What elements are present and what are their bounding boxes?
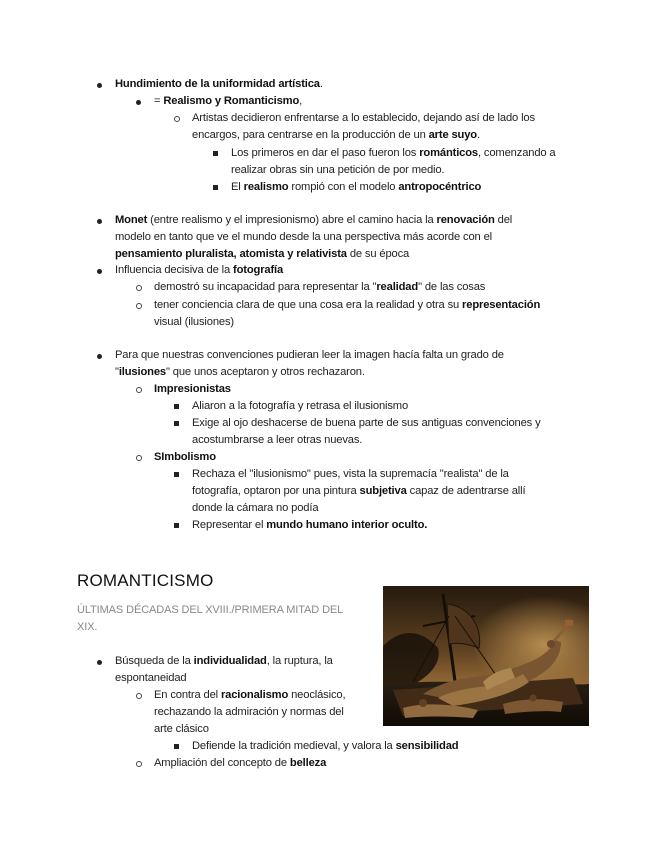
- bullet-square: [174, 523, 179, 528]
- text-line: En contra del racionalismo neoclásico,: [154, 689, 346, 701]
- text-line: acostumbrarse a leer otras nuevas.: [192, 434, 363, 446]
- text-line: visual (ilusiones): [154, 316, 234, 328]
- bullet-disc: [97, 354, 102, 359]
- text-line: Artistas decidieron enfrentarse a lo establecido, dejando así de lado los: [192, 112, 535, 124]
- text-line: espontaneidad: [115, 672, 187, 684]
- bullet-disc: [97, 660, 102, 665]
- bullet-disc: [97, 83, 102, 88]
- bullet-square: [174, 744, 179, 749]
- section-subtitle: XIX.: [77, 621, 98, 633]
- text-line: realizar obras sin una petición de por medio.: [231, 164, 445, 176]
- text-line: Representar el mundo humano interior oculto.: [192, 519, 428, 531]
- text-line: fotografía, optaron por una pintura subjetiva capaz de adentrarse allí: [192, 485, 526, 497]
- text-line: Aliaron a la fotografía y retrasa el ilusionismo: [192, 400, 409, 412]
- bullet-circle: [174, 116, 180, 122]
- text-line: SImbolismo: [154, 451, 216, 463]
- text-line: pensamiento pluralista, atomista y relativista de su época: [115, 248, 410, 260]
- bullet-circle: [136, 303, 142, 309]
- bullet-circle: [136, 693, 142, 699]
- text-line: tener conciencia clara de que una cosa era la realidad y otra su representación: [154, 299, 541, 311]
- section-heading: ROMANTICISMO: [77, 571, 214, 590]
- bullet-square: [213, 151, 218, 156]
- bullet-square: [174, 404, 179, 409]
- text-line: Ampliación del concepto de belleza: [154, 757, 327, 769]
- text-line: demostró su incapacidad para representar la "realidad" de las cosas: [154, 281, 486, 293]
- text-line: Exige al ojo deshacerse de buena parte de sus antiguas convenciones y: [192, 417, 541, 429]
- text-line: arte clásico: [154, 723, 209, 735]
- text-line: rechazando la admiración y normas del: [154, 706, 344, 718]
- painting-image: [383, 586, 589, 726]
- bullet-disc: [97, 219, 102, 224]
- text-line: encargos, para centrarse en la producción de un arte suyo.: [192, 129, 480, 141]
- text-line: Monet (entre realismo y el impresionismo) abre el camino hacia la renovación del: [115, 214, 513, 226]
- text-line: modelo en tanto que ve el mundo desde la una perspectiva más acorde con el: [115, 231, 492, 243]
- bullet-square: [174, 472, 179, 477]
- bullet-disc: [136, 100, 141, 105]
- bullet-square: [213, 185, 218, 190]
- bullet-circle: [136, 455, 142, 461]
- bullet-circle: [136, 387, 142, 393]
- bullet-square: [174, 421, 179, 426]
- text-line: donde la cámara no podía: [192, 502, 319, 514]
- text-line: Rechaza el "ilusionismo" pues, vista la supremacía "realista" de la: [192, 468, 509, 480]
- bullet-disc: [97, 269, 102, 274]
- text-line: "ilusiones" que unos aceptaron y otros rechazaron.: [115, 366, 365, 378]
- text-line: Defiende la tradición medieval, y valora la sensibilidad: [192, 740, 459, 752]
- text-line: = Realismo y Romanticismo,: [154, 95, 303, 107]
- text-line: Para que nuestras convenciones pudieran leer la imagen hacía falta un grado de: [115, 349, 504, 361]
- text-line: Influencia decisiva de la fotografía: [115, 264, 284, 276]
- bullet-circle: [136, 285, 142, 291]
- text-line: Búsqueda de la individualidad, la ruptura, la: [115, 655, 333, 667]
- section-subtitle: ÚLTIMAS DÉCADAS DEL XVIII./PRIMERA MITAD DEL: [77, 604, 344, 616]
- text-line: El realismo rompió con el modelo antropocéntrico: [231, 181, 482, 193]
- text-line: Los primeros en dar el paso fueron los románticos, comenzando a: [231, 147, 556, 159]
- bullet-circle: [136, 761, 142, 767]
- painting-artwork: [383, 586, 589, 726]
- text-line: Impresionistas: [154, 383, 231, 395]
- text-line: Hundimiento de la uniformidad artística.: [115, 78, 323, 90]
